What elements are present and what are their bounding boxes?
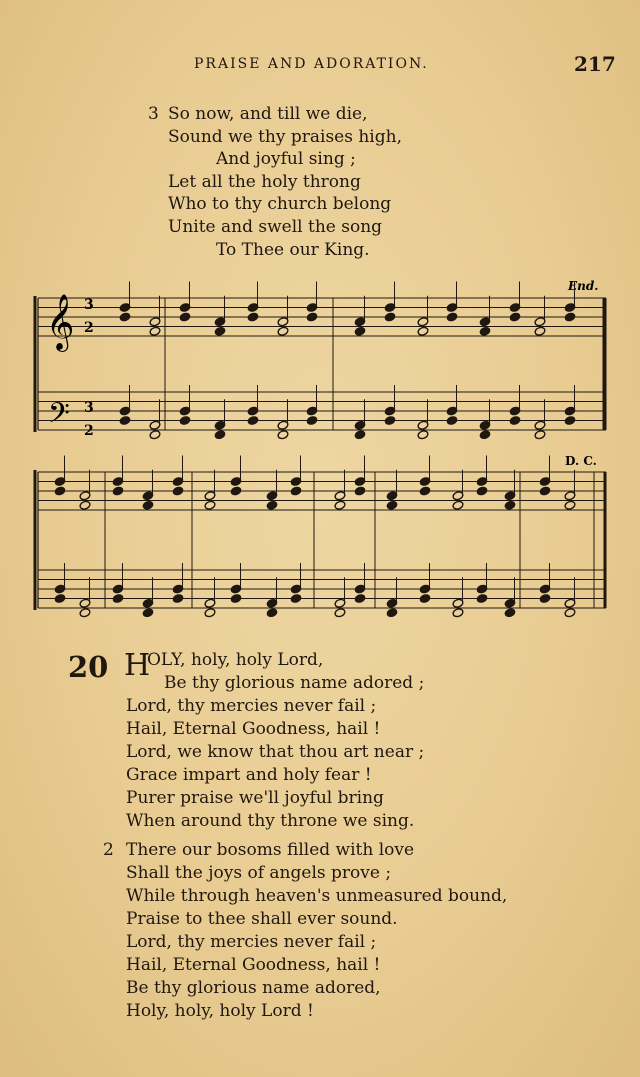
verse-line: Be thy glorious name adored, (126, 978, 381, 998)
note-head (534, 430, 546, 440)
note-head (142, 608, 154, 618)
note-head (214, 326, 226, 336)
note-head (539, 486, 551, 496)
verse-line: While through heaven's unmeasured bound, (126, 886, 508, 906)
note-head (476, 486, 488, 496)
note-head (277, 430, 289, 440)
verse-line: 3 So now, and till we die, (148, 104, 368, 124)
treble-clef-icon: 𝄞 (46, 294, 75, 350)
treble-time-bottom: 2 (84, 320, 94, 336)
note-head (290, 486, 302, 496)
note-head (419, 593, 431, 603)
verse-line: Shall the joys of angels prove ; (126, 863, 392, 883)
hymn-number: 20 (68, 650, 109, 684)
note-head (564, 415, 576, 425)
note-head (384, 415, 396, 425)
note-head (564, 608, 576, 618)
stanza-number: 3 (148, 104, 159, 124)
verse-line: Be thy glorious name adored ; (164, 673, 425, 693)
verse-line: Grace impart and holy fear ! (126, 765, 372, 785)
note-head (79, 500, 91, 510)
note-head (204, 608, 216, 618)
note-head (179, 312, 191, 322)
end-mark: End. (568, 279, 599, 293)
stanza-number: 2 (103, 840, 114, 860)
note-head (564, 500, 576, 510)
note-head (247, 415, 259, 425)
page-number: 217 (574, 52, 616, 76)
verse-line: Lord, thy mercies never fail ; (126, 932, 377, 952)
verse-line: Praise to thee shall ever sound. (126, 909, 398, 929)
note-head (172, 486, 184, 496)
note-head (266, 500, 278, 510)
verse-line: Hail, Eternal Goodness, hail ! (126, 955, 381, 975)
note-head (354, 593, 366, 603)
note-head (79, 608, 91, 618)
note-head (417, 326, 429, 336)
bass-time-top: 3 (84, 400, 94, 416)
note-head (142, 500, 154, 510)
verse-line: Lord, we know that thou art near ; (126, 742, 425, 762)
note-head (476, 593, 488, 603)
note-head (504, 500, 516, 510)
note-head (119, 415, 131, 425)
note-head (446, 312, 458, 322)
note-head (54, 593, 66, 603)
verse-line: Unite and swell the song (168, 216, 383, 237)
note-head (479, 326, 491, 336)
note-head (479, 430, 491, 440)
bass-time-bottom: 2 (84, 423, 94, 439)
verse-line: There our bosoms filled with love (126, 840, 415, 860)
verse-line: Purer praise we'll joyful bring (126, 788, 384, 808)
note-head (354, 326, 366, 336)
verse-line: When around thy throne we sing. (126, 811, 415, 831)
note-head (290, 593, 302, 603)
verse-line: Holy, holy, holy Lord ! (126, 1001, 314, 1021)
drop-cap: H (124, 648, 151, 683)
note-head (384, 312, 396, 322)
note-head (534, 326, 546, 336)
note-head (509, 415, 521, 425)
note-head (247, 312, 259, 322)
note-head (230, 593, 242, 603)
note-head (54, 486, 66, 496)
bass-clef-icon: 𝄢 (48, 397, 70, 437)
note-head (306, 312, 318, 322)
verse-line: Hail, Eternal Goodness, hail ! (126, 719, 381, 739)
note-head (564, 312, 576, 322)
note-head (446, 415, 458, 425)
note-head (306, 415, 318, 425)
verse-line: To Thee our King. (216, 239, 370, 260)
verse-line: Who to thy church belong (168, 194, 392, 215)
verse-line: Sound we thy praises high, (168, 126, 402, 147)
note-head (230, 486, 242, 496)
note-head (539, 593, 551, 603)
dc-mark: D. C. (565, 454, 597, 468)
note-head (509, 312, 521, 322)
verse-line: Lord, thy mercies never fail ; (126, 696, 377, 716)
note-head (334, 500, 346, 510)
note-head (149, 326, 161, 336)
first-line: OLY, holy, holy Lord, (147, 650, 324, 670)
note-head (354, 430, 366, 440)
note-head (452, 608, 464, 618)
note-head (266, 608, 278, 618)
note-head (179, 415, 191, 425)
note-head (417, 430, 429, 440)
note-head (334, 608, 346, 618)
note-head (277, 326, 289, 336)
running-title: PRAISE AND ADORATION. (194, 56, 429, 72)
note-head (119, 312, 131, 322)
note-head (386, 608, 398, 618)
note-head (452, 500, 464, 510)
note-head (149, 430, 161, 440)
note-head (354, 486, 366, 496)
note-head (386, 500, 398, 510)
treble-time-top: 3 (84, 297, 94, 313)
note-head (204, 500, 216, 510)
note-head (419, 486, 431, 496)
verse-line: And joyful sing ; (216, 149, 356, 170)
note-head (172, 593, 184, 603)
note-head (112, 486, 124, 496)
note-head (214, 430, 226, 440)
note-head (112, 593, 124, 603)
verse-line: Let all the holy throng (168, 171, 361, 192)
note-head (504, 608, 516, 618)
